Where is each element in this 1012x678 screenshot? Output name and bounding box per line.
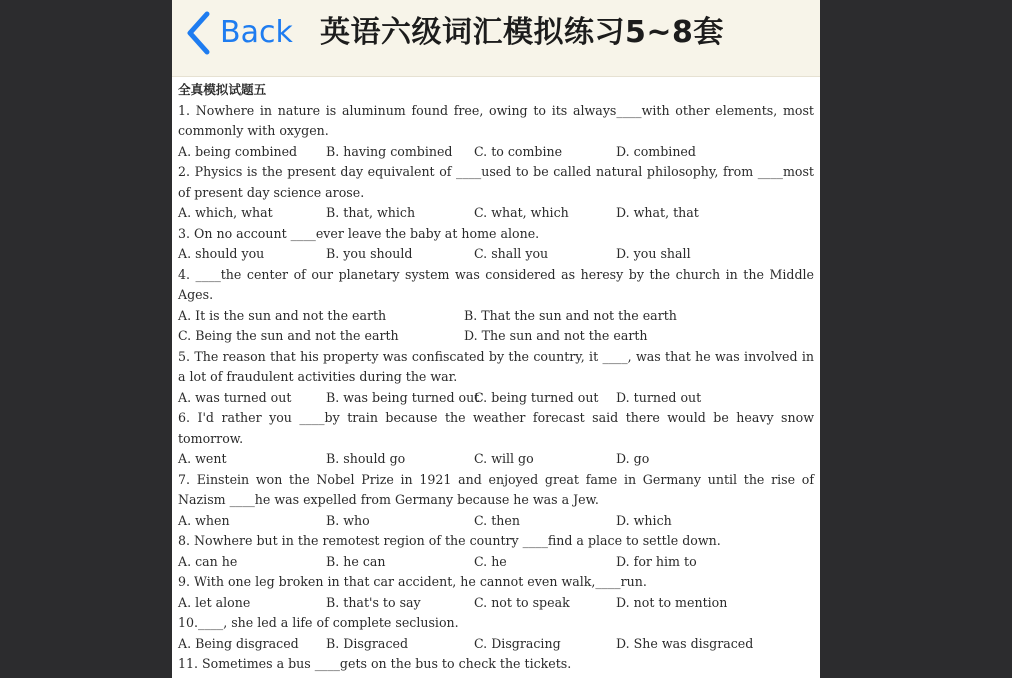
option: B. having combined [326, 143, 453, 159]
question-stem: 4. ____the center of our planetary system was considered as heresy by the church in the Middle Ages. [178, 266, 814, 302]
option: D. what, that [616, 205, 699, 220]
option: B. you should [326, 246, 413, 261]
question-stem: 9. With one leg broken in that car accident, he cannot even walk,____run. [178, 574, 647, 589]
option-row [178, 203, 814, 224]
back-label: Back [220, 15, 293, 50]
exam-paper-image [172, 80, 820, 678]
option: B. he can [326, 553, 386, 569]
question-stem: 8. Nowhere but in the remotest region of the country ____find a place to settle down. [178, 533, 721, 548]
option-row [178, 552, 814, 573]
option: D. not to mention [616, 594, 728, 610]
option: C. he [474, 553, 507, 569]
option: B. that's to say [326, 594, 421, 610]
question-stem: 11. Sometimes a bus ____gets on the bus to check the tickets. [178, 656, 572, 671]
option-row [178, 326, 814, 347]
option-row [178, 511, 814, 532]
option-row [178, 593, 814, 614]
option: D. She was disgraced [616, 635, 754, 651]
option: C. to combine [474, 143, 563, 159]
option: B. was being turned out [326, 389, 480, 405]
question-stem: 10.____, she led a life of complete seclusion. [178, 615, 459, 630]
option: D. which [616, 512, 672, 528]
option: B. Disgraced [326, 635, 409, 651]
option: C. Being the sun and not the earth [178, 328, 399, 343]
option-row [178, 306, 814, 327]
option: D. for him to [616, 553, 697, 569]
option: A. let alone [178, 594, 251, 610]
back-button[interactable] [186, 10, 293, 56]
option: A. can he [178, 553, 238, 569]
nav-bar [172, 0, 820, 77]
option: B. That the sun and not the earth [464, 307, 677, 323]
option: C. not to speak [474, 594, 570, 610]
option: C. what, which [474, 205, 569, 220]
option: A. It is the sun and not the earth [178, 307, 387, 323]
option-row [178, 142, 814, 163]
screen [172, 0, 820, 678]
question-stem: 5. The reason that his property was confiscated by the country, it ____, was that he was involved in a lot of fraudulent activities during the war. [178, 348, 814, 384]
option: A. was turned out [178, 389, 292, 405]
question-stem: 6. I'd rather you ____by train because the weather forecast said there would be heavy snow tomorrow. [178, 410, 814, 446]
option: C. then [474, 512, 520, 528]
option-row [178, 449, 814, 470]
option: A. Being disgraced [178, 635, 299, 651]
option: B. should go [326, 451, 406, 466]
option: A. being combined [178, 143, 298, 159]
option: C. will go [474, 451, 534, 466]
paper-heading: 全真模拟试题五 [178, 82, 267, 97]
option: D. go [616, 451, 650, 466]
question-stem: 3. On no account ____ever leave the baby at home alone. [178, 225, 540, 241]
option: D. turned out [616, 389, 702, 405]
option-row [178, 634, 814, 655]
option: A. which, what [178, 205, 273, 220]
option: A. when [178, 512, 230, 528]
question-stem: 1. Nowhere in nature is aluminum found free, owing to its always____with other elements, most commonly with oxygen. [178, 102, 814, 138]
option-row [178, 388, 814, 409]
option: D. combined [616, 143, 696, 159]
option: B. who [326, 512, 370, 528]
option: D. you shall [616, 246, 691, 261]
option: D. The sun and not the earth [464, 328, 648, 343]
option: B. that, which [326, 205, 416, 220]
option: A. went [178, 451, 227, 466]
option: C. being turned out [474, 389, 599, 405]
option: C. shall you [474, 246, 549, 261]
question-stem: 2. Physics is the present day equivalent of ____used to be called natural philosophy, from ____most of present day science arose. [178, 164, 814, 200]
option-row [178, 244, 814, 265]
option: C. Disgracing [474, 635, 561, 651]
chevron-left-icon [186, 11, 210, 55]
option: A. should you [178, 246, 265, 261]
page-title: 英语六级词汇模拟练习5~8套 [320, 15, 724, 50]
question-stem: 7. Einstein won the Nobel Prize in 1921 and enjoyed great fame in Germany until the rise of Nazism ____he was expelled from Germany because he was a Jew. [178, 471, 814, 507]
